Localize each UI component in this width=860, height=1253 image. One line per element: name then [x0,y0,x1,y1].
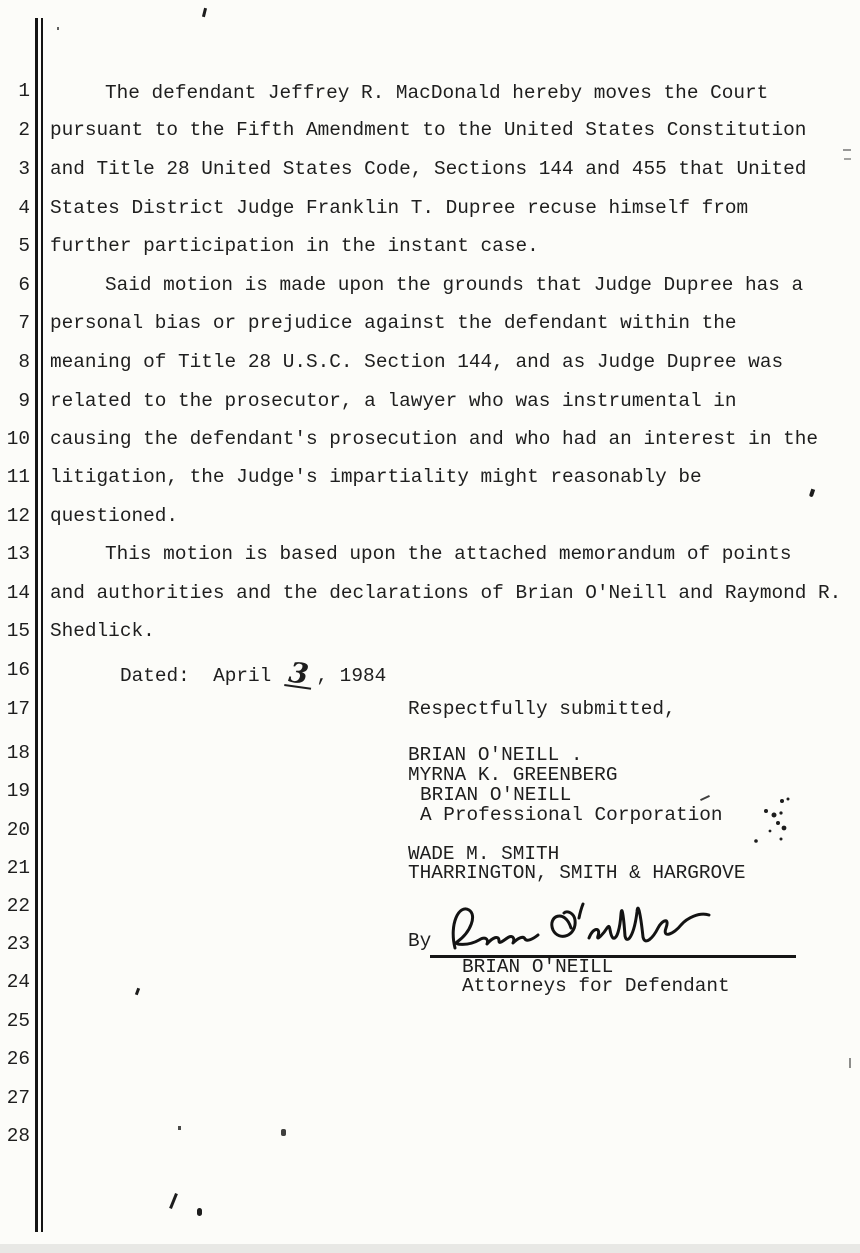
body-line: States District Judge Franklin T. Dupree recuse himself from [50,197,749,219]
scan-artifact [135,988,140,996]
line-number: 21 [6,857,30,879]
signer-name: BRIAN O'NEILL [462,956,614,978]
scan-artifact [843,149,851,151]
line-number: 8 [18,351,30,373]
line-number: 7 [18,312,30,334]
attorney-name: BRIAN O'NEILL . [408,744,583,766]
line-number: 15 [6,620,30,642]
body-line: personal bias or prejudice against the defendant within the [50,312,737,334]
scan-artifact [178,1126,181,1130]
scan-edge-shadow [0,1244,860,1253]
line-number: 16 [6,659,30,681]
line-number: 9 [18,390,30,412]
attorney-firm-type: A Professional Corporation [420,804,723,826]
line-number: 12 [6,505,30,527]
scan-artifact [849,1058,851,1068]
margin-rule-outer [35,18,38,1232]
body-line: pursuant to the Fifth Amendment to the United States Constitution [50,119,807,141]
ink-smudge [748,795,798,857]
scan-artifact [809,489,815,498]
body-line: meaning of Title 28 U.S.C. Section 144, and as Judge Dupree was [50,351,784,373]
scan-artifact [57,27,59,30]
line-number: 20 [6,819,30,841]
signer-title: Attorneys for Defendant [462,975,730,997]
line-number: 17 [6,698,30,720]
line-number: 14 [6,582,30,604]
body-line: questioned. [50,505,178,527]
line-number: 1 [18,80,30,102]
line-number: 13 [6,543,30,565]
line-number: 22 [6,895,30,917]
line-number: 2 [18,119,30,141]
body-line: litigation, the Judge's impartiality might reasonably be [50,466,702,488]
by-label: By [408,930,432,952]
attorney-name: MYRNA K. GREENBERG [408,764,618,786]
body-line: and authorities and the declarations of Brian O'Neill and Raymond R. [50,582,842,604]
line-number: 5 [18,235,30,257]
attorney-firm: BRIAN O'NEILL [420,784,572,806]
body-line: Shedlick. [50,620,155,642]
dated-line [120,655,387,692]
respectfully-submitted: Respectfully submitted, [408,698,676,720]
line-number: 3 [18,158,30,180]
attorney-name: WADE M. SMITH [408,843,560,865]
scan-artifact [844,158,851,160]
handwritten-signature [443,894,733,960]
line-number: 4 [18,197,30,219]
dated-suffix: , 1984 [316,665,387,687]
handwritten-day: 3 [284,661,315,690]
scan-artifact [202,8,207,17]
body-line: Said motion is made upon the grounds that Judge Dupree has a [105,274,804,296]
margin-rule-inner [41,18,43,1232]
body-line: causing the defendant's prosecution and who had an interest in the [50,428,818,450]
line-number: 18 [6,742,30,764]
body-line: further participation in the instant case. [50,235,539,257]
line-number: 19 [6,780,30,802]
attorney-firm: THARRINGTON, SMITH & HARGROVE [408,862,746,884]
body-line: related to the prosecutor, a lawyer who was instrumental in [50,390,737,412]
line-number: 6 [18,274,30,296]
dated-prefix: Dated: April [120,665,283,687]
line-number: 25 [6,1010,30,1032]
scan-artifact [700,795,710,801]
body-line: This motion is based upon the attached memorandum of points [105,543,792,565]
body-line: and Title 28 United States Code, Sections 144 and 455 that United [50,158,807,180]
line-number: 11 [6,466,30,488]
line-number: 24 [6,971,30,993]
line-number: 26 [6,1048,30,1070]
line-number: 23 [6,933,30,955]
scan-artifact [197,1208,202,1216]
scan-artifact [281,1129,286,1136]
body-line: The defendant Jeffrey R. MacDonald hereby moves the Court [105,82,769,104]
line-number: 10 [6,428,30,450]
line-number: 27 [6,1087,30,1109]
scan-artifact [169,1193,178,1209]
line-number: 28 [6,1125,30,1147]
